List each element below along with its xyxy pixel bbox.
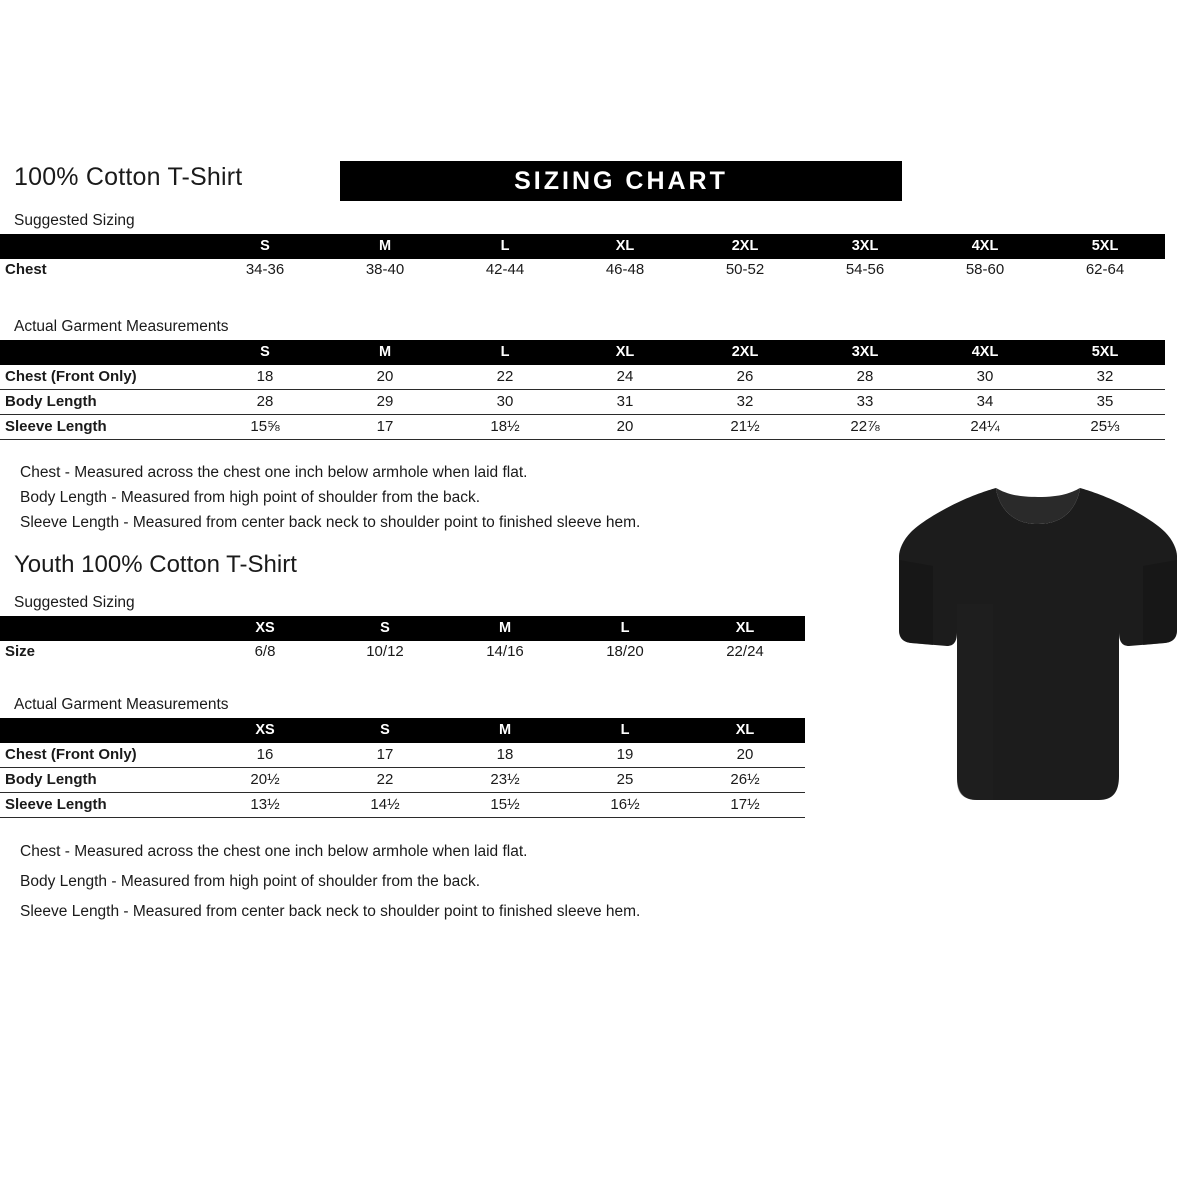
adult-section-title: 100% Cotton T-Shirt — [14, 163, 243, 191]
table-header-row — [0, 234, 1165, 259]
cell: 20 — [376, 368, 394, 385]
youth-suggested-sizing-table — [0, 616, 805, 663]
col-header: XL — [685, 718, 805, 743]
youth-note-chest: Chest - Measured across the chest one inch below armhole when laid flat. — [20, 843, 528, 860]
col-header: S — [325, 616, 445, 641]
col-header: 4XL — [925, 340, 1045, 365]
cell: 26 — [736, 368, 754, 385]
col-header — [0, 340, 205, 365]
cell: 28 — [256, 393, 274, 410]
youth-suggested-sizing-caption: Suggested Sizing — [14, 594, 135, 611]
table-row — [0, 415, 1165, 440]
t-shirt-illustration — [893, 480, 1183, 810]
cell: 24 — [616, 368, 634, 385]
table-row — [0, 365, 1165, 390]
col-header: L — [565, 718, 685, 743]
cell: 62-64 — [1085, 261, 1125, 278]
youth-measurements-caption: Actual Garment Measurements — [14, 696, 229, 713]
col-header — [0, 718, 205, 743]
table-row — [0, 259, 1165, 281]
col-header: 3XL — [805, 234, 925, 259]
cell: 26½ — [730, 771, 760, 788]
cell: 33 — [856, 393, 874, 410]
col-header: XL — [565, 340, 685, 365]
cell: 29 — [376, 393, 394, 410]
col-header: XL — [685, 616, 805, 641]
cell: 14/16 — [486, 643, 524, 660]
cell: 22/24 — [726, 643, 764, 660]
cell: 20½ — [250, 771, 280, 788]
row-label: Chest (Front Only) — [5, 368, 137, 385]
col-header: 2XL — [685, 340, 805, 365]
youth-section-title: Youth 100% Cotton T-Shirt — [14, 551, 297, 578]
cell: 6/8 — [254, 643, 276, 660]
cell: 22 — [496, 368, 514, 385]
cell: 30 — [496, 393, 514, 410]
table-row — [0, 390, 1165, 415]
row-label: Chest (Front Only) — [5, 746, 137, 763]
cell: 16½ — [610, 796, 640, 813]
col-header: 3XL — [805, 340, 925, 365]
cell: 22 — [376, 771, 394, 788]
youth-garment-measurements-table — [0, 718, 805, 818]
col-header: M — [325, 234, 445, 259]
cell: 17 — [376, 418, 394, 435]
cell: 10/12 — [366, 643, 404, 660]
row-label: Sleeve Length — [5, 418, 107, 435]
cell: 18 — [256, 368, 274, 385]
cell: 24¼ — [970, 418, 1000, 435]
cell: 30 — [976, 368, 994, 385]
table-header-row — [0, 340, 1165, 365]
col-header: 5XL — [1045, 234, 1165, 259]
table-row — [0, 793, 805, 818]
cell: 46-48 — [605, 261, 645, 278]
col-header: XS — [205, 718, 325, 743]
sizing-chart-banner-label: SIZING CHART — [514, 167, 728, 195]
col-header — [0, 234, 205, 259]
cell: 58-60 — [965, 261, 1005, 278]
row-label: Chest — [5, 261, 47, 278]
cell: 25 — [616, 771, 634, 788]
cell: 13½ — [250, 796, 280, 813]
cell: 20 — [736, 746, 754, 763]
cell: 16 — [256, 746, 274, 763]
cell: 54-56 — [845, 261, 885, 278]
row-label: Body Length — [5, 393, 97, 410]
cell: 17 — [376, 746, 394, 763]
adult-suggested-sizing-table — [0, 234, 1165, 281]
col-header — [0, 616, 205, 641]
cell: 34-36 — [245, 261, 285, 278]
cell: 42-44 — [485, 261, 525, 278]
col-header: L — [445, 234, 565, 259]
table-row — [0, 768, 805, 793]
col-header: M — [445, 718, 565, 743]
cell: 25⅓ — [1090, 418, 1120, 435]
col-header: M — [445, 616, 565, 641]
row-label: Size — [5, 643, 36, 660]
cell: 14½ — [370, 796, 400, 813]
cell: 18 — [496, 746, 514, 763]
cell: 34 — [976, 393, 994, 410]
col-header: L — [565, 616, 685, 641]
cell: 18/20 — [606, 643, 644, 660]
col-header: M — [325, 340, 445, 365]
cell: 50-52 — [725, 261, 765, 278]
cell: 32 — [736, 393, 754, 410]
youth-note-sleeve-length: Sleeve Length - Measured from center back neck to shoulder point to finished sleeve hem. — [20, 903, 641, 920]
table-header-row — [0, 718, 805, 743]
cell: 23½ — [490, 771, 520, 788]
col-header: S — [205, 234, 325, 259]
col-header: 5XL — [1045, 340, 1165, 365]
cell: 38-40 — [365, 261, 405, 278]
col-header: 2XL — [685, 234, 805, 259]
table-header-row — [0, 616, 805, 641]
adult-note-sleeve-length: Sleeve Length - Measured from center back neck to shoulder point to finished sleeve hem. — [20, 514, 641, 531]
cell: 28 — [856, 368, 874, 385]
t-shirt-icon — [893, 480, 1183, 810]
cell: 17½ — [730, 796, 760, 813]
cell: 35 — [1096, 393, 1114, 410]
cell: 15½ — [490, 796, 520, 813]
cell: 18½ — [490, 418, 520, 435]
row-label: Sleeve Length — [5, 796, 107, 813]
adult-measurements-caption: Actual Garment Measurements — [14, 318, 229, 335]
cell: 31 — [616, 393, 634, 410]
col-header: S — [325, 718, 445, 743]
cell: 32 — [1096, 368, 1114, 385]
table-row — [0, 743, 805, 768]
cell: 22⅞ — [850, 418, 880, 435]
col-header: L — [445, 340, 565, 365]
col-header: 4XL — [925, 234, 1045, 259]
sizing-chart-banner — [340, 161, 902, 201]
cell: 21½ — [730, 418, 760, 435]
cell: 20 — [616, 418, 634, 435]
adult-garment-measurements-table — [0, 340, 1165, 440]
col-header: XS — [205, 616, 325, 641]
col-header: S — [205, 340, 325, 365]
row-label: Body Length — [5, 771, 97, 788]
col-header: XL — [565, 234, 685, 259]
adult-note-chest: Chest - Measured across the chest one inch below armhole when laid flat. — [20, 464, 528, 481]
cell: 15⅝ — [250, 418, 280, 435]
table-row — [0, 641, 805, 663]
adult-note-body-length: Body Length - Measured from high point of shoulder from the back. — [20, 489, 481, 506]
youth-note-body-length: Body Length - Measured from high point of shoulder from the back. — [20, 873, 481, 890]
adult-suggested-sizing-caption: Suggested Sizing — [14, 212, 135, 229]
cell: 19 — [616, 746, 634, 763]
